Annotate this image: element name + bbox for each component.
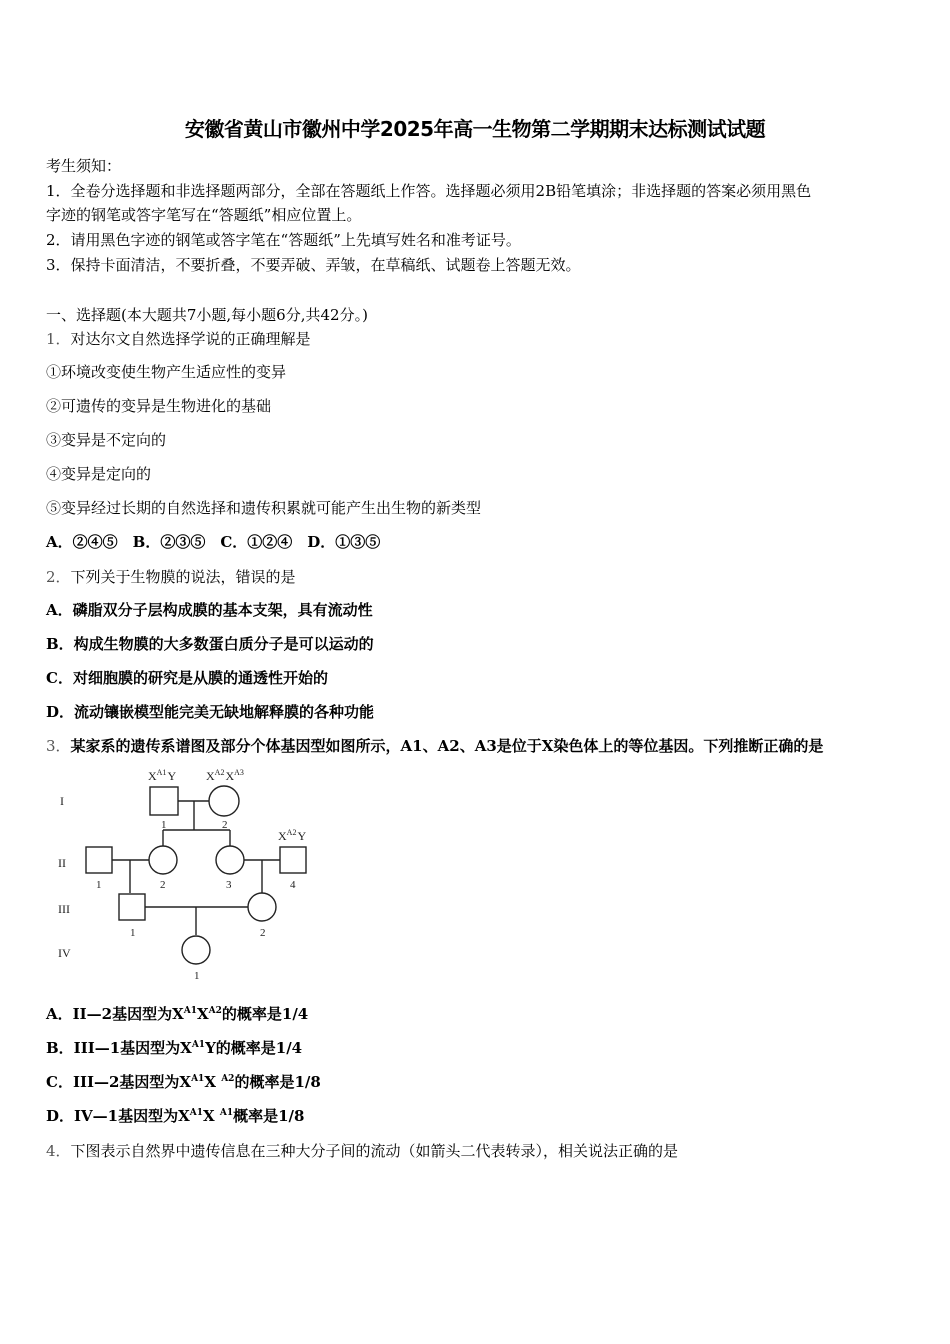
q2-option-d: D．流动镶嵌模型能完美无缺地解释膜的各种功能 — [46, 703, 375, 721]
generation-label: I — [60, 794, 64, 808]
individual-number: 2 — [160, 879, 166, 891]
q3-option-a: A．II—2基因型为$X^{A1}X^{A2}$的概率是1/4 — [46, 1005, 309, 1023]
statement-5: ⑤变异经过长期的自然选择和遗传积累就可能产生出生物的新类型 — [46, 499, 482, 517]
pedigree-female-III-2 — [248, 893, 276, 921]
individual-number: 1 — [194, 970, 200, 982]
section-heading: 一、选择题(本大题共7小题,每小题6分,共42分。) — [46, 306, 368, 324]
question-1-stem: 1．对达尔文自然选择学说的正确理解是 — [46, 330, 311, 348]
q2-option-c: C．对细胞膜的研究是从膜的通透性开始的 — [46, 669, 328, 687]
notice-heading: 考生须知： — [46, 157, 122, 175]
genotype-label: $X^{A2}Y$ — [278, 828, 307, 843]
generation-label: II — [58, 856, 66, 870]
generation-label: IV — [58, 946, 71, 960]
question-3-stem: 3．某家系的遗传系谱图及部分个体基因型如图所示，A1、A2、A3是位于X染色体上的等位基因。下列推断正确的是 — [46, 737, 824, 755]
q2-option-b: B．构成生物膜的大多数蛋白质分子是可以运动的 — [46, 635, 374, 653]
individual-number: 3 — [226, 879, 232, 891]
pedigree-chart — [46, 760, 326, 990]
notice-item-1-cont: 字迹的钢笔或答字笔写在“答题纸”相应位置上。 — [46, 206, 362, 224]
pedigree-male-II-1 — [86, 847, 112, 873]
question-1-options: A．②④⑤ B．②③⑤ C．①②④ D．①③⑤ — [46, 533, 381, 551]
notice-item-3: 3．保持卡面清洁，不要折叠，不要弄破、弄皱，在草稿纸、试题卷上答题无效。 — [46, 256, 581, 274]
individual-number: 2 — [222, 819, 228, 831]
pedigree-male-III-1 — [119, 894, 145, 920]
individual-number: 1 — [130, 927, 136, 939]
individual-number: 2 — [260, 927, 266, 939]
genotype-label: $X^{A1}Y$ — [148, 768, 177, 783]
statement-1: ①环境改变使生物产生适应性的变异 — [46, 363, 287, 381]
question-number: 3． — [46, 737, 71, 755]
pedigree-female-I-2 — [209, 786, 239, 816]
question-4-stem: 4．下图表示自然界中遗传信息在三种大分子间的流动（如箭头二代表转录），相关说法正确的是 — [46, 1142, 679, 1160]
q3-option-b: B．III—1基因型为$X^{A1}Y$的概率是1/4 — [46, 1039, 303, 1057]
q3-option-d: D．IV—1基因型为$X^{A1}X$ $^{A1}$概率是1/8 — [46, 1107, 305, 1125]
question-number: 4． — [46, 1142, 71, 1160]
pedigree-male-I-1 — [150, 787, 178, 815]
individual-number: 1 — [161, 819, 167, 831]
question-number: 1． — [46, 330, 71, 348]
pedigree-male-II-4 — [280, 847, 306, 873]
question-2-stem: 2．下列关于生物膜的说法，错误的是 — [46, 568, 296, 586]
individual-number: 1 — [96, 879, 102, 891]
genotype-label: $X^{A2}X^{A3}$ — [206, 768, 244, 783]
pedigree-female-II-2 — [149, 846, 177, 874]
statement-3: ③变异是不定向的 — [46, 431, 167, 449]
statement-4: ④变异是定向的 — [46, 465, 152, 483]
notice-item-2: 2．请用黑色字迹的钢笔或答字笔在“答题纸”上先填写姓名和准考证号。 — [46, 231, 521, 249]
question-number: 2． — [46, 568, 71, 586]
statement-2: ②可遗传的变异是生物进化的基础 — [46, 397, 272, 415]
generation-label: III — [58, 902, 70, 916]
q3-option-c: C．III—2基因型为$X^{A1}X$ $^{A2}$的概率是1/8 — [46, 1073, 321, 1091]
notice-item-1: 1．全卷分选择题和非选择题两部分，全部在答题纸上作答。选择题必须用2B铅笔填涂；非选择题的答案必须用黑色 — [46, 182, 812, 200]
pedigree-female-II-3 — [216, 846, 244, 874]
q2-option-a: A．磷脂双分子层构成膜的基本支架，具有流动性 — [46, 601, 373, 619]
individual-number: 4 — [290, 879, 296, 891]
page-title: 安徽省黄山市徽州中学2025年高一生物第二学期期末达标测试试题 — [184, 117, 766, 141]
pedigree-female-IV-1 — [182, 936, 210, 964]
